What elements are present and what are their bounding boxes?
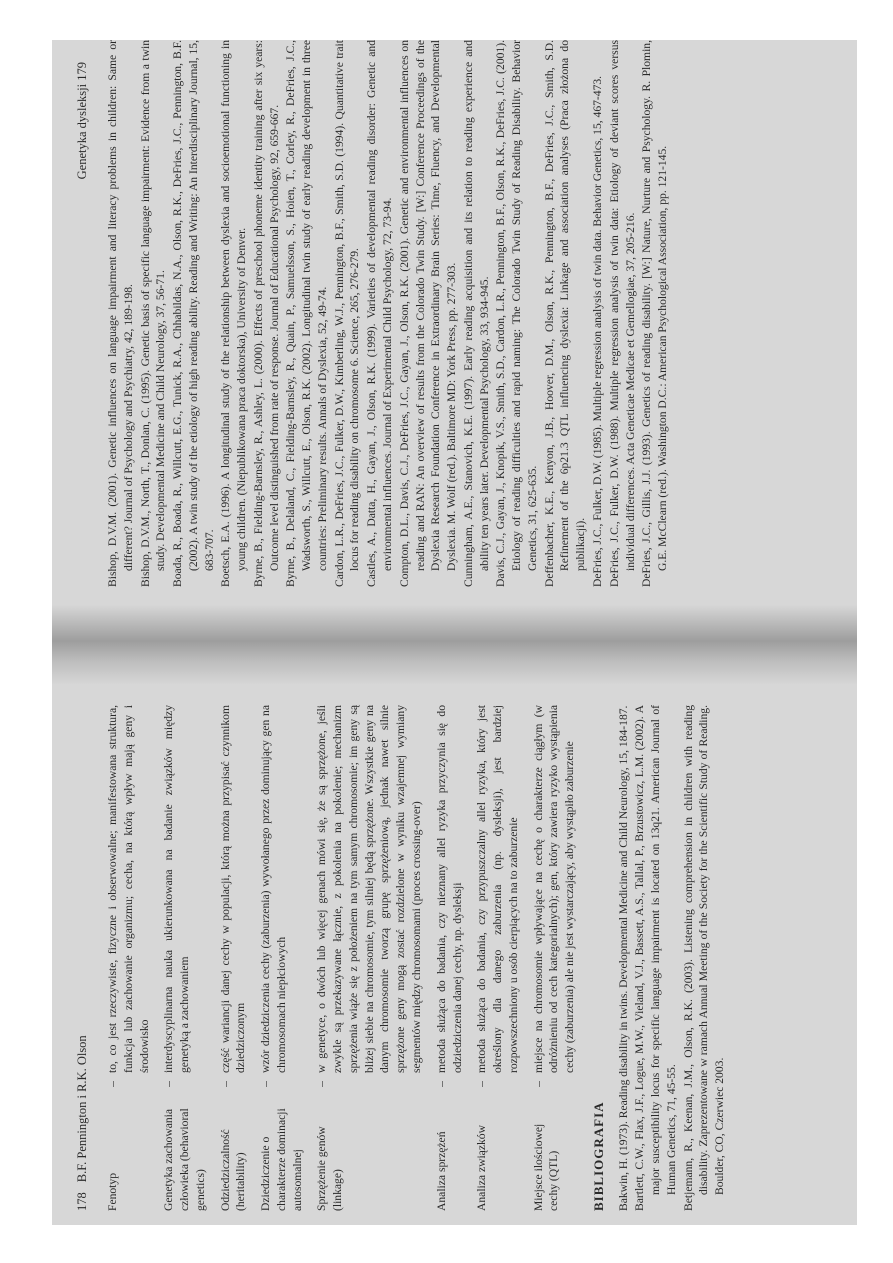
glossary-entry xyxy=(161,705,208,1211)
bibliography-heading: BIBLIOGRAFIA xyxy=(590,1101,606,1211)
reference-list xyxy=(616,705,728,1211)
reference-entry: DeFries, J.C., Fulker, D.W. (1988). Multiple regression analysis of twin data: Etiology of deviant scores versus individual differences. Acta Geneticae Medicae et Gemellogiae, 37, 205-216. xyxy=(607,40,637,587)
glossary-term: Miejsce ilościowej cechy (QTL) xyxy=(531,1123,561,1211)
reference-entry: Bakwin, H. (1973). Reading disability in twins. Developmental Medicine and Child Neurology, 15, 184-187. xyxy=(616,705,630,1211)
glossary-entry xyxy=(314,705,424,1211)
glossary-term: Analiza związków xyxy=(475,1125,489,1211)
page-179 xyxy=(52,40,857,605)
glossary-term: Fenotyp xyxy=(106,1172,119,1211)
reference-entry: Compton, D.L., Davis, C.J., DeFries, J.C., Gayan, J., Olson, R.K. (2001). Genetic and environmental influences on reading and RAN: An overview of results from the Colorado Twin Study. [W:] Conference Proceedings of the Dyslexia Research Foundation Conference in Extraordinary Brain Series: Time, Fluency, and Developmental Dyslexia. M. Wolf (red.). Baltimore MD: York Press, pp. 277-303. xyxy=(397,40,459,587)
reference-entry: Castles, A., Datta, H., Gayan, J., Olson, R.K. (1999). Varieties of developmental reading disorder: Genetic and environmental influences. Journal of Experimental Child Psychology, 72, 73-94. xyxy=(365,40,395,587)
reference-list xyxy=(105,40,671,587)
glossary-entry xyxy=(218,705,250,1211)
glossary-entry xyxy=(434,705,466,1211)
glossary-dash: – xyxy=(434,1081,448,1087)
glossary-definition: w genetyce, o dwóch lub więcej genach mówi się, że są sprzężone, jeśli zwykle są przekazywane łącznie, z pokolenia na pokolenie; mechanizm sprzężenia wiąże się z położeniem na tym samym chromosomie; im geny są bliżej siebie na chromosomie, tym silniej będą sprzężone. Wszystkie geny na danym chromosomie tworzą grupę sprzężeniową, jednak nawet silnie sprzężone geny mogą zostać rozdzielone w wyniku wzajemnej wymiany segmentów między chromosomami (proces crossing-over) xyxy=(315,705,424,1073)
reference-entry: Bishop, D.V.M., North, T., Donlan, C. (1995). Genetic basis of specific language impairment: Evidence from a twin study. Developmental Medicine and Child Neurology, 37, 56-71. xyxy=(138,40,168,587)
reference-entry: Bartlett, C.W., Flax, J.F., Logue, M.W., Vieland, V.J., Bassett, A.S., Tallal, P., Brzustowicz, L.M. (2002). A major susceptibility locus for specific language impairment is located on 13q21. American Journal of Human Genetics, 71, 45-55. xyxy=(633,705,678,1211)
reference-entry: Boada, R., Boada, R., Willcutt, E.G., Tunick, R.A., Chhabildas, N.A., Olson, R.K., DeFries, J.C., Pennington, B.F. (2002). A twin study of the etiology of high reading ability. Reading and Writing: An Interdisciplinary Journal, 15, 683-707. xyxy=(171,40,216,587)
reference-entry: Byrne, B., Delaland, C., Fielding-Barnsley, R., Quain, P., Samuelsson, S., Hoien, T., Corley, R., DeFries, J.C., Wadsworth, S., Willcutt, E., Olson, R.K. (2002). Longitudinal twin study of early reading development in three countries: Preliminary results. Annals of Dyslexia, 52, 49-74. xyxy=(284,40,329,587)
glossary-dash: – xyxy=(475,1081,489,1087)
glossary-dash: – xyxy=(259,1081,273,1087)
reference-entry: DeFries, J.C., Fulker, D.W. (1985). Multiple regression analysis of twin data. Behavior Genetics, 15, 467-473. xyxy=(590,75,604,587)
glossary-dash: – xyxy=(162,1081,176,1087)
glossary-term: Genetyka zachowania człowieka (behavioral genetics) xyxy=(162,1108,207,1211)
page-178 xyxy=(52,685,857,1225)
reference-entry: Boetsch, E.A. (1996). A longitudinal study of the relationship between dyslexia and socioemotional functioning in young children. (Niepublikowana praca doktorska), University of Denver. xyxy=(219,40,249,587)
glossary-entry xyxy=(531,705,578,1211)
glossary-definition: metoda służąca do badania, czy przypuszczalny allel ryzyka, który jest określony dla danego zaburzenia (np. dysleksji), jest bardziej rozpowszechniony u osób cierpiących na to zaburzenie xyxy=(475,705,520,1073)
running-head-title: Genetyka dysleksji xyxy=(75,83,89,180)
glossary-dash: – xyxy=(315,1081,329,1087)
glossary-term: Dziedziczenie o charakterze dominacji autosomalnej xyxy=(259,1108,304,1211)
reference-entry: Cunningham, A.E., Stanovich, K.E. (1997). Early reading acquisition and its relation to reading experience and ability ten years later. Developmental Psychology, 33, 934-945. xyxy=(461,40,491,587)
page-number: 179 xyxy=(75,62,89,81)
reference-entry: Bishop, D.V.M. (2001). Genetic influences on language impairment and literacy problems in children: Same or different? Journal of Psychology and Psychiatry, 42, 189-198. xyxy=(106,40,135,587)
glossary-definition: wzór dziedziczenia cechy (zaburzenia) wywołanego przez dominujący gen na chromosomach niepłciowych xyxy=(259,705,288,1073)
glossary-entry xyxy=(258,705,305,1211)
glossary-definition: miejsce na chromosomie wpływające na cechę o charakterze ciągłym (w odróżnieniu od cech kategorialnych); gen, który zawiera ryzyko wystąpienia cechy (zaburzenia) ale nie jest wystarczający, aby wystąpiło zaburzenie xyxy=(531,705,577,1073)
glossary-term: Analiza sprzężeń xyxy=(434,1131,448,1211)
reference-entry: Cardon, L.R., DeFries, J.C., Fulker, D.W., Kimberling, W.J., Pennington, B.F., Smith, S.D. (1994). Quantitative trait locus for reading disability on chromosome 6. Science, 265, 276-279. xyxy=(332,40,362,587)
glossary-dash: – xyxy=(531,1081,545,1087)
glossary-entry xyxy=(105,705,152,1211)
glossary xyxy=(105,705,578,1211)
reference-entry: Betjemann, R., Keenan, J.M., Olson, R.K. (2003). Listening comprehension in children with reading disability. Zaprezentowane w ramach Annual Meeting of the Society for the Scientific Study of Reading. Boulder, CO, Czerwiec 2003. xyxy=(681,705,727,1211)
running-head xyxy=(74,705,91,1211)
reference-entry: Byrne, B., Fielding-Barnsley, R., Ashley, L. (2000). Effects of preschool phoneme identity training after six years: Outcome level distinguished from rate of response. Journal of Educational Psychology, 92, 659-667. xyxy=(251,40,281,587)
page-number: 178 xyxy=(75,1192,89,1211)
reference-entry: DeFries, J.C., Gillis, J.J. (1993). Genetics of reading disability. [W:] Nature, Nurture and Psychology. R. Plomin, G.E. McClearn (red.). Washington D.C.: American Psychological Association, pp. 121-145. xyxy=(640,40,670,587)
glossary-term: Sprzężenie genów (linkage) xyxy=(315,1126,345,1211)
glossary-dash: – xyxy=(218,1081,232,1087)
reference-entry: Deffenbacher, K.E., Kenyon, J.B., Hoover, D.M., Olson, R.K., Pennington, B.F., DeFries, J.C., Smith, S.D. Refinement of the 6p21.3 QTL influencing dyslexia: Linkage and association analyses (Praca złożona do publikacji). xyxy=(542,40,588,587)
glossary-term: Odziedziczalność (heritability) xyxy=(218,1129,248,1211)
glossary-definition: część wariancji danej cechy w populacji, którą można przypisać czynnikom dziedziczonym xyxy=(218,705,248,1073)
scanned-spread xyxy=(52,40,857,1225)
running-head-title: B.F. Pennington i R.K. Olson xyxy=(75,1035,89,1183)
glossary-entry xyxy=(474,705,521,1211)
reference-entry: Davis, C.J., Gayan, J., Knopik, V.S., Smith, S.D., Cardon, L.R., Pennington, B.F., Olson, R.K., DeFries, J.C. (2001). Etiology of reading difficulties and rapid naming: The Colorado Twin Study of Reading Disability. Behavior Genetics, 31, 625-635. xyxy=(494,40,539,587)
glossary-definition: to, co jest rzeczywiste, fizyczne i obserwowalne; manifestowana struktura, funkcja lub zachowanie organizmu; cecha, na którą wpływ mają geny i środowisko xyxy=(106,705,151,1073)
glossary-definition: metoda służąca do badania, czy nieznany allel ryzyka przyczynia się do odziedziczenia danej cechy, np. dysleksji xyxy=(434,705,464,1073)
glossary-definition: interdyscyplinarna nauka ukierunkowana na badanie związków między genetyką a zachowaniem xyxy=(162,705,192,1073)
running-head xyxy=(74,40,91,587)
book-gutter xyxy=(52,605,857,685)
glossary-dash: – xyxy=(106,1081,119,1087)
